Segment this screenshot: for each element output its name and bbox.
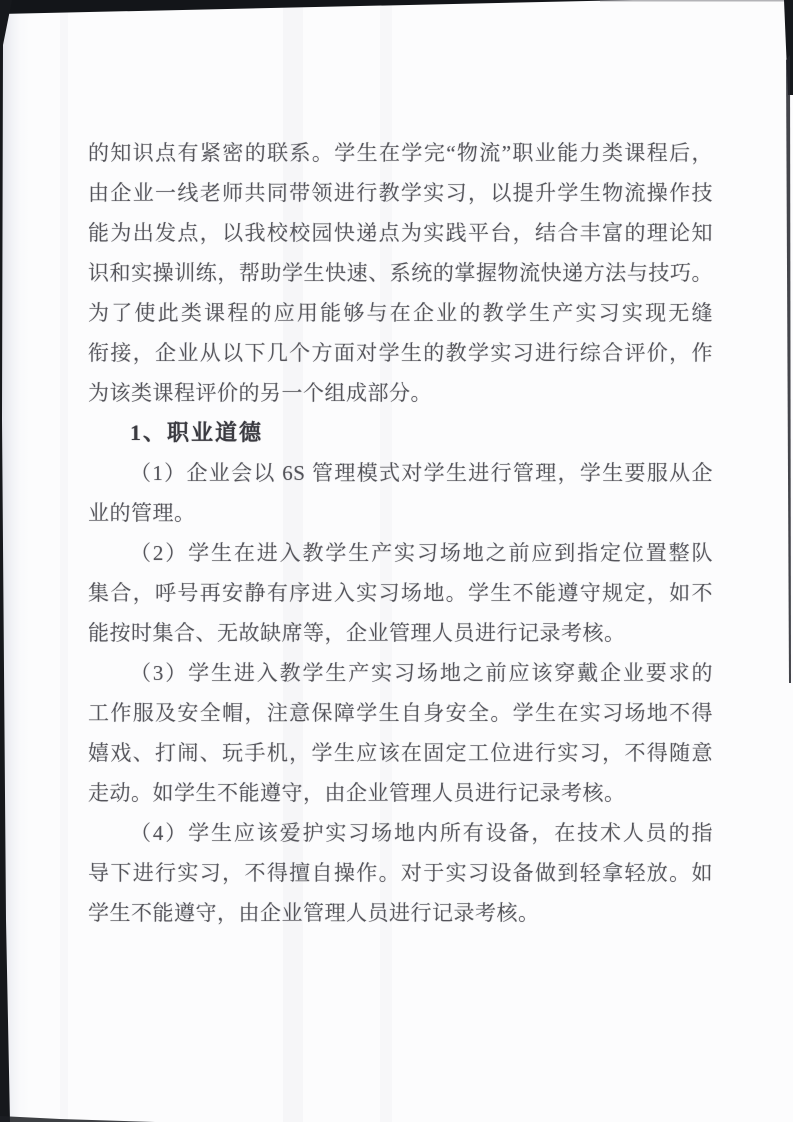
text-line: （1）企业会以 6S 管理模式对学生进行管理，学生要服从企 xyxy=(130,461,713,485)
text-line: （4）学生应该爱护实习场地内所有设备，在技术人员的指 xyxy=(130,821,713,845)
scan-edge-top-line xyxy=(600,0,793,2)
text-line: 由企业一线老师共同带领进行教学实习，以提升学生物流操作技 xyxy=(88,181,713,205)
text-line: 业的管理。 xyxy=(88,501,196,525)
text-line: 为了使此类课程的应用能够与在企业的教学生产实习实现无缝 xyxy=(88,301,713,325)
text-line: 识和实操训练，帮助学生快速、系统的掌握物流快递方法与技巧。 xyxy=(88,261,713,285)
text-line: 能按时集合、无故缺席等，企业管理人员进行记录考核。 xyxy=(88,621,626,645)
binding-shadow xyxy=(2,0,30,1122)
scan-streak xyxy=(60,0,68,1122)
text-line: （3）学生进入教学生产实习场地之前应该穿戴企业要求的 xyxy=(130,661,713,685)
scan-edge-left xyxy=(0,0,12,1122)
text-line: 衔接，企业从以下几个方面对学生的教学实习进行综合评价，作 xyxy=(88,341,713,365)
text-line: 工作服及安全帽，注意保障学生自身安全。学生在实习场地不得 xyxy=(88,701,713,725)
document-text xyxy=(88,133,713,933)
text-line: 学生不能遵守，由企业管理人员进行记录考核。 xyxy=(88,901,540,925)
text-line: 为该类课程评价的另一个组成部分。 xyxy=(88,381,432,405)
scan-edge-bottom xyxy=(0,1116,155,1122)
scan-edge-top xyxy=(0,0,633,14)
text-line: 嬉戏、打闹、玩手机，学生应该在固定工位进行实习，不得随意 xyxy=(88,741,713,765)
text-line: 能为出发点，以我校校园快递点为实践平台，结合丰富的理论知 xyxy=(88,221,713,245)
text-line: 的知识点有紧密的联系。学生在学完“物流”职业能力类课程后， xyxy=(88,141,713,165)
text-line: 导下进行实习，不得擅自操作。对于实习设备做到轻拿轻放。如 xyxy=(88,861,713,885)
text-line: 走动。如学生不能遵守，由企业管理人员进行记录考核。 xyxy=(88,781,626,805)
text-line: 集合，呼号再安静有序进入实习场地。学生不能遵守规定，如不 xyxy=(88,581,713,605)
section-heading: 1、职业道德 xyxy=(130,420,264,445)
scan-edge-right-line xyxy=(786,55,791,683)
text-line: （2）学生在进入教学生产实习场地之前应到指定位置整队 xyxy=(130,541,713,565)
scan-edge-right xyxy=(784,0,793,95)
